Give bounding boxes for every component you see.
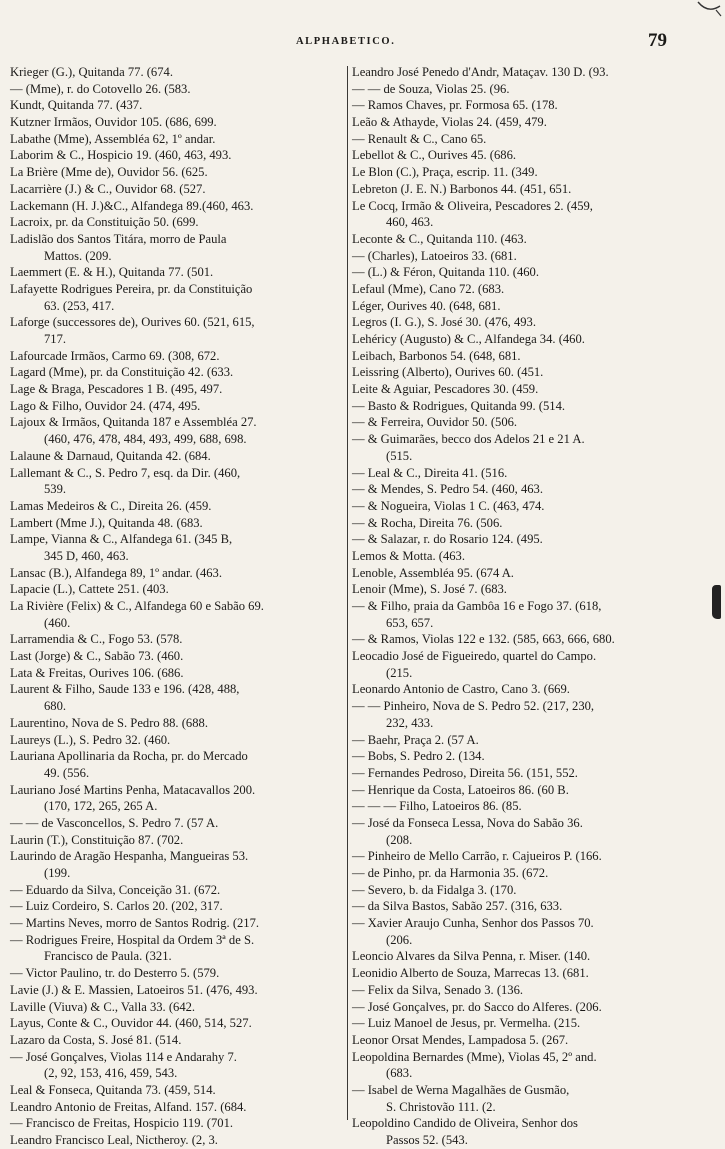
directory-entry-line: — Fernandes Pedroso, Direita 56. (151, 552. <box>352 765 578 780</box>
directory-entry-line: Leissring (Alberto), Ourives 60. (451. <box>352 365 544 380</box>
directory-entry-line: Leopoldina Bernardes (Mme), Violas 45, 2º and. <box>352 1049 597 1064</box>
directory-entry-line: Layus, Conte & C., Ouvidor 44. (460, 514, 527. <box>10 1016 252 1031</box>
directory-entry-line: Lebreton (J. E. N.) Barbonos 44. (451, 651. <box>352 181 572 196</box>
directory-entry-line: — & Filho, praia da Gambôa 16 e Fogo 37. (618, <box>352 599 602 613</box>
page-header <box>0 30 725 54</box>
directory-entry-line: Léger, Ourives 40. (648, 681. <box>352 298 501 313</box>
directory-entry-line: 63. (253, 417. <box>44 298 115 313</box>
directory-entry-line: — Xavier Araujo Cunha, Senhor dos Passos 70. <box>352 916 594 931</box>
directory-entry-line: — Baehr, Praça 2. (57 A. <box>352 732 479 747</box>
directory-entry-line: Lafayette Rodrigues Pereira, pr. da Constituição <box>10 281 253 296</box>
directory-entry-line: Le Cocq, Irmão & Oliveira, Pescadores 2. (459, <box>352 198 593 213</box>
directory-entry-line: Laemmert (E. & H.), Quitanda 77. (501. <box>10 265 214 280</box>
running-title: ALPHABETICO. <box>296 36 396 47</box>
directory-entry-line: Leocadio José de Figueiredo, quartel do Campo. <box>352 649 597 664</box>
directory-entry-line: Lauriana Apollinaria da Rocha, pr. do Mercado <box>10 749 248 764</box>
directory-entry-line: — Rodrigues Freire, Hospital da Ordem 3ª de S. <box>10 932 255 947</box>
directory-entry-line: (460, 476, 478, 484, 493, 499, 688, 698. <box>44 432 247 447</box>
directory-entry-line: Laborim & C., Hospicio 19. (460, 463, 493. <box>10 148 232 163</box>
directory-entry-line: Leconte & C., Quitanda 110. (463. <box>352 231 527 246</box>
directory-entry-line: — Luiz Manoel de Jesus, pr. Vermelha. (215. <box>352 1016 581 1031</box>
directory-entry-line: — & Ferreira, Ouvidor 50. (506. <box>352 415 518 430</box>
directory-entry-line: Lazaro da Costa, S. José 81. (514. <box>10 1032 182 1047</box>
directory-entry-line: Leal & Fonseca, Quitanda 73. (459, 514. <box>10 1082 216 1097</box>
directory-entry-line: Lefaul (Mme), Cano 72. (683. <box>352 281 505 296</box>
directory-entry-line: Larramendia & C., Fogo 53. (578. <box>10 632 183 647</box>
directory-entry-line: — Victor Paulino, tr. do Desterro 5. (579. <box>10 966 220 981</box>
directory-entry-line: 460, 463. <box>386 215 434 230</box>
directory-entry-line: — & Mendes, S. Pedro 54. (460, 463. <box>352 482 543 497</box>
directory-entry-line: Lajoux & Irmãos, Quitanda 187 e Assembléa 27. <box>10 415 257 430</box>
directory-entry-line: Leonor Orsat Mendes, Lampadosa 5. (267. <box>352 1032 569 1047</box>
directory-entry-line: — José Gonçalves, Violas 114 e Andarahy 7. <box>10 1049 237 1064</box>
page-number: 79 <box>648 30 667 51</box>
right-column <box>352 64 717 1147</box>
directory-entry-line: 49. (556. <box>44 765 90 780</box>
directory-entry-line: (683. <box>386 1066 413 1081</box>
directory-entry-line: Legros (I. G.), S. José 30. (476, 493. <box>352 315 536 330</box>
directory-entry-line: — da Silva Bastos, Sabão 257. (316, 633. <box>352 899 563 914</box>
directory-entry-line: — & Rocha, Direita 76. (506. <box>352 515 503 530</box>
directory-entry-line: Laurent & Filho, Saude 133 e 196. (428, 488, <box>10 682 240 697</box>
directory-entry-line: Lenoir (Mme), S. José 7. (683. <box>352 582 507 597</box>
directory-entry-line: Lallemant & C., S. Pedro 7, esq. da Dir. (460, <box>10 465 241 480</box>
directory-entry-line: — José da Fonseca Lessa, Nova do Sabão 36. <box>352 815 583 830</box>
directory-entry-line: 717. <box>44 332 67 346</box>
directory-entry-line: Lampe, Vianna & C., Alfandega 61. (345 B, <box>10 532 233 547</box>
column-divider <box>347 66 348 1120</box>
directory-entry-line: (199. <box>44 866 71 880</box>
directory-entry-line: Labathe (Mme), Assembléa 62, 1º andar. <box>10 131 216 146</box>
directory-entry-line: Francisco de Paula. (321. <box>44 949 172 964</box>
directory-entry-line: — — de Vasconcellos, S. Pedro 7. (57 A. <box>10 815 219 830</box>
directory-entry-line: Lata & Freitas, Ourives 106. (686. <box>10 665 184 680</box>
directory-entry-line: Laurentino, Nova de S. Pedro 88. (688. <box>10 715 208 730</box>
directory-entry-line: Lamas Medeiros & C., Direita 26. (459. <box>10 498 212 513</box>
directory-entry-line: Lackemann (H. J.)&C., Alfandega 89.(460, 463. <box>10 198 254 213</box>
directory-entry-line: La Rivière (Felix) & C., Alfandega 60 e Sabão 69. <box>10 599 264 613</box>
directory-entry-line: (206. <box>386 932 413 947</box>
directory-entry-line: Le Blon (C.), Praça, escrip. 11. (349. <box>352 165 538 180</box>
directory-entry-line: Lansac (B.), Alfandega 89, 1º andar. (463. <box>10 565 222 580</box>
directory-entry-line: Laforge (successores de), Ourives 60. (521, 615, <box>10 315 255 330</box>
directory-entry-line: Ladislão dos Santos Titára, morro de Paula <box>10 231 227 246</box>
directory-entry-line: Lambert (Mme J.), Quitanda 48. (683. <box>10 515 203 530</box>
directory-entry-line: — Basto & Rodrigues, Quitanda 99. (514. <box>352 398 566 413</box>
directory-entry-line: — Severo, b. da Fidalga 3. (170. <box>352 882 517 897</box>
directory-entry-line: — Pinheiro de Mello Carrão, r. Cajueiros P. (166. <box>352 849 602 864</box>
directory-entry-line: — & Salazar, r. do Rosario 124. (495. <box>352 532 543 547</box>
directory-entry-line: 232, 433. <box>386 715 434 730</box>
directory-entry-line: (215. <box>386 665 413 680</box>
directory-entry-line: Lehéricy (Augusto) & C., Alfandega 34. (460. <box>352 332 585 346</box>
directory-entry-line: Leonardo Antonio de Castro, Cano 3. (669. <box>352 682 570 697</box>
directory-entry-line: Krieger (G.), Quitanda 77. (674. <box>10 65 173 79</box>
directory-entry-line: (515. <box>386 448 413 463</box>
directory-entry-line: S. Christovão 111. (2. <box>386 1099 496 1114</box>
directory-entry-line: (460. <box>44 615 71 630</box>
directory-entry-line: Laville (Viuva) & C., Valla 33. (642. <box>10 999 196 1014</box>
directory-entry-line: — Leal & C., Direita 41. (516. <box>352 465 508 480</box>
directory-entry-line: — de Pinho, pr. da Harmonia 35. (672. <box>352 866 549 880</box>
directory-entry-line: — Eduardo da Silva, Conceição 31. (672. <box>10 882 221 897</box>
directory-entry-line: Laurindo de Aragão Hespanha, Mangueiras 53. <box>10 849 249 864</box>
directory-entry-line: Last (Jorge) & C., Sabão 73. (460. <box>10 649 184 664</box>
directory-entry-line: Lauriano José Martins Penha, Matacavallos 200. <box>10 782 256 797</box>
directory-entry-line: Lago & Filho, Ouvidor 24. (474, 495. <box>10 398 201 413</box>
directory-entry-line: 539. <box>44 482 67 497</box>
directory-entry-line: — Ramos Chaves, pr. Formosa 65. (178. <box>352 98 558 113</box>
directory-entry-line: — & Nogueira, Violas 1 C. (463, 474. <box>352 498 545 513</box>
directory-entry-line: Lagard (Mme), pr. da Constituição 42. (633. <box>10 365 234 380</box>
page-corner-mark <box>694 0 724 20</box>
directory-entry-line: Lenoble, Assembléa 95. (674 A. <box>352 565 514 580</box>
directory-entry-line: — Henrique da Costa, Latoeiros 86. (60 B. <box>352 782 569 797</box>
directory-entry-line: Leão & Athayde, Violas 24. (459, 479. <box>352 115 547 130</box>
directory-entry-line: — (Charles), Latoeiros 33. (681. <box>352 248 517 263</box>
directory-entry-line: Leandro José Penedo d'Andr, Mataçav. 130 D. (93. <box>352 65 609 79</box>
directory-entry-line: — & Ramos, Violas 122 e 132. (585, 663, 666, 680. <box>352 632 615 647</box>
directory-entry-line: Kundt, Quitanda 77. (437. <box>10 98 143 113</box>
directory-entry-line: Lavie (J.) & E. Massien, Latoeiros 51. (476, 493. <box>10 982 258 997</box>
directory-entry-line: Leandro Francisco Leal, Nictheroy. (2, 3. <box>10 1133 218 1147</box>
directory-entry-line: 345 D, 460, 463. <box>44 548 129 563</box>
directory-entry-line: (170, 172, 265, 265 A. <box>44 799 158 814</box>
directory-entry-line: (2, 92, 153, 416, 459, 543. <box>44 1066 178 1081</box>
ink-blot <box>712 585 721 619</box>
directory-entry-line: Leoncio Alvares da Silva Penna, r. Miser. (140. <box>352 949 591 964</box>
directory-entry-line: 680. <box>44 699 67 714</box>
directory-entry-line: Laurin (T.), Constituição 87. (702. <box>10 832 184 847</box>
directory-entry-line: Leonidio Alberto de Souza, Marrecas 13. (681. <box>352 966 589 981</box>
directory-entry-line: Lemos & Motta. (463. <box>352 548 465 563</box>
directory-entry-line: — José Gonçalves, pr. do Sacco do Alferes. (206. <box>352 999 602 1014</box>
directory-entry-line: Lafourcade Irmãos, Carmo 69. (308, 672. <box>10 348 220 363</box>
directory-entry-line: — — de Souza, Violas 25. (96. <box>352 81 510 96</box>
directory-entry-line: 653, 657. <box>386 615 434 630</box>
directory-entry-line: Lebellot & C., Ourives 45. (686. <box>352 148 517 163</box>
directory-entry-line: Leopoldino Candido de Oliveira, Senhor dos <box>352 1116 578 1131</box>
left-column <box>10 64 353 1147</box>
directory-entry-line: — Bobs, S. Pedro 2. (134. <box>352 749 485 764</box>
directory-entry-line: (208. <box>386 832 413 847</box>
directory-entry-line: Lacarrière (J.) & C., Ouvidor 68. (527. <box>10 181 206 196</box>
directory-entry-line: — — — Filho, Latoeiros 86. (85. <box>352 799 522 814</box>
directory-entry-line: Kutzner Irmãos, Ouvidor 105. (686, 699. <box>10 115 217 130</box>
directory-entry-line: Leite & Aguiar, Pescadores 30. (459. <box>352 382 539 397</box>
directory-entry-line: Mattos. (209. <box>44 248 112 263</box>
directory-entry-line: Passos 52. (543. <box>386 1133 468 1147</box>
directory-entry-line: Lapacie (L.), Cattete 251. (403. <box>10 582 169 597</box>
directory-entry-line: — (Mme), r. do Cotovello 26. (583. <box>10 81 191 96</box>
directory-entry-line: — Renault & C., Cano 65. <box>352 131 487 146</box>
directory-entry-line: — (L.) & Féron, Quitanda 110. (460. <box>352 265 540 280</box>
directory-entry-line: — Francisco de Freitas, Hospicio 119. (701. <box>10 1116 234 1131</box>
directory-entry-line: — — Pinheiro, Nova de S. Pedro 52. (217, 230, <box>352 699 595 714</box>
directory-entry-line: — & Guimarães, becco dos Adelos 21 e 21 A. <box>352 432 585 447</box>
directory-entry-line: La Brière (Mme de), Ouvidor 56. (625. <box>10 165 208 180</box>
directory-entry-line: Lalaune & Darnaud, Quitanda 42. (684. <box>10 448 211 463</box>
directory-entry-line: — Isabel de Werna Magalhães de Gusmão, <box>352 1082 570 1097</box>
directory-entry-line: Laureys (L.), S. Pedro 32. (460. <box>10 732 171 747</box>
directory-entry-line: Lage & Braga, Pescadores 1 B. (495, 497. <box>10 382 223 397</box>
directory-entry-line: — Martins Neves, morro de Santos Rodrig. (217. <box>10 916 260 931</box>
directory-entry-line: Lacroix, pr. da Constituição 50. (699. <box>10 215 199 230</box>
directory-entry-line: — Felix da Silva, Senado 3. (136. <box>352 982 524 997</box>
directory-entry-line: Leandro Antonio de Freitas, Alfand. 157. (684. <box>10 1099 247 1114</box>
directory-entry-line: — Luiz Cordeiro, S. Carlos 20. (202, 317. <box>10 899 223 914</box>
directory-entry-line: Leibach, Barbonos 54. (648, 681. <box>352 348 521 363</box>
